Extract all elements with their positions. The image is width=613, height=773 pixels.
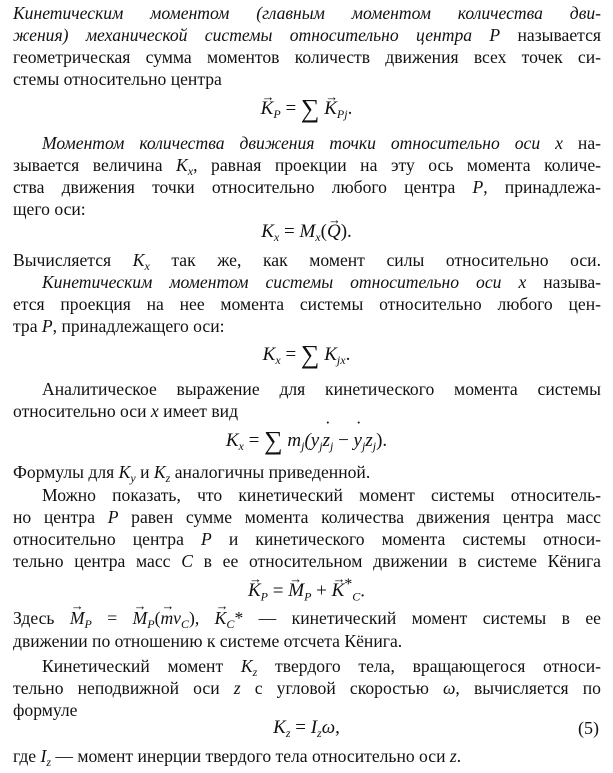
math-symbol: → M	[70, 607, 85, 629]
text-line	[13, 630, 601, 652]
subscript: z	[252, 665, 258, 679]
text-segment: на-	[562, 133, 601, 153]
text-line	[13, 745, 601, 773]
text-line	[42, 132, 601, 154]
text-segment: называ-	[526, 272, 602, 292]
text-segment: так же, как момент силы относительно оси.	[149, 250, 601, 270]
math-symbol: жения) механической системы относительно центра	[13, 25, 490, 45]
text-segment: — момент инерции твердого тела относительно оси	[51, 746, 450, 766]
math-symbol: → M	[133, 607, 148, 629]
math-symbol: x	[518, 272, 527, 292]
text-segment: относительно оси	[13, 401, 151, 421]
text-segment: и	[135, 462, 154, 482]
math-symbol: z	[233, 678, 241, 698]
text-segment: , принадлежа-	[483, 177, 601, 197]
text-segment: Можно показать, что кинетический момент системы относитель-	[42, 485, 601, 505]
equation-kz: $K_z = I_z\omega$,	[273, 717, 340, 740]
text-segment: тельно центра масс	[13, 551, 182, 571]
subscript: C	[180, 617, 189, 631]
text-segment: движении по отношению к системе отсчета Кёнига.	[13, 631, 403, 651]
math-symbol: P	[472, 177, 484, 197]
text-segment: Здесь	[13, 608, 70, 628]
math-symbol: C	[181, 551, 193, 571]
equation-koenig: → $K_P$ = → $M_P$ + → $K^*_C$.	[0, 573, 613, 608]
subscript: x	[187, 164, 194, 178]
math-symbol: K	[176, 155, 188, 175]
text-line	[42, 484, 601, 506]
equation-kp: → $K_P$ = ∑ → $K_{Pj}$.	[0, 97, 613, 126]
text-line	[42, 271, 601, 293]
text-segment: геометрическая сумма моментов количеств движения всех точек си-	[13, 47, 601, 67]
text-segment: с угловой скоростью	[240, 678, 443, 698]
text-segment: аналогичны приведенной.	[170, 462, 371, 482]
text-line	[13, 315, 601, 337]
text-line	[13, 68, 601, 90]
math-symbol: x	[150, 401, 159, 421]
math-symbol: P	[200, 529, 212, 549]
equation-kx-analytic: $K_x$ = ∑ $m_j(y_j˙$ $z_j$ − ˙ $y_jz_j$).	[0, 429, 613, 458]
text-segment: Формулы для	[13, 462, 119, 482]
text-segment: Вычисляется	[13, 250, 133, 270]
text-segment: (	[154, 608, 161, 628]
text-segment: , вычисляется по	[455, 678, 601, 698]
math-symbol: Моментом количества движения точки относительно оси	[42, 133, 556, 153]
subscript: z	[46, 755, 52, 769]
text-line	[13, 198, 601, 220]
text-segment: ),	[188, 608, 215, 628]
text-line	[42, 378, 601, 400]
text-segment: где	[13, 746, 41, 766]
text-segment: Кинетический момент	[42, 656, 241, 676]
text-segment: зывается величина	[13, 155, 177, 175]
text-segment: равен сумме момента количества движения центра масс	[118, 507, 601, 527]
text-line	[13, 46, 601, 68]
math-symbol: K	[240, 656, 253, 676]
math-symbol: I	[40, 746, 47, 766]
math-symbol: P	[107, 507, 119, 527]
subscript: x	[144, 259, 150, 273]
text-segment: в ее относительном движении в системе Кёнига	[192, 551, 601, 571]
subscript: P	[147, 617, 155, 631]
text-segment: стемы относительно центра	[13, 69, 222, 89]
equation-number: (5)	[578, 718, 599, 738]
text-line	[13, 528, 601, 550]
text-segment: и кинетического момента системы относи-	[211, 529, 601, 549]
subscript: z	[165, 471, 171, 485]
math-symbol: → mv	[160, 607, 181, 629]
text-segment: имеет вид	[158, 401, 239, 421]
text-line	[13, 293, 601, 315]
equation-kx-moment: $K_x = M_x(\to Q)$.	[0, 220, 613, 249]
text-segment: * — кинетический момент системы в ее	[234, 608, 601, 628]
text-segment: Аналитическое выражение для кинетического момента системы	[42, 379, 601, 399]
text-segment: но центра	[13, 507, 108, 527]
text-line	[13, 24, 601, 46]
math-symbol: x	[555, 133, 563, 153]
math-symbol: P	[41, 316, 53, 336]
text-segment: , равная проекции на эту ось момента количе-	[193, 155, 602, 175]
subscript: y	[130, 471, 136, 485]
math-symbol: K	[118, 462, 131, 482]
text-segment: ства движения точки относительно любого центра	[13, 177, 473, 197]
math-symbol: P	[489, 25, 501, 45]
text-segment: твердого тела, вращающегося относи-	[257, 656, 602, 676]
math-symbol: Кинетическим моментом (главным моментом количества дви-	[13, 3, 601, 23]
text-segment: тра	[13, 316, 42, 336]
text-line	[13, 400, 601, 422]
text-segment: формуле	[13, 700, 78, 720]
math-symbol: → K	[215, 607, 227, 629]
math-symbol: z	[449, 746, 457, 766]
text-segment: щего оси:	[13, 199, 86, 219]
text-segment: =	[91, 608, 133, 628]
math-symbol: ω	[442, 678, 456, 698]
text-line	[13, 2, 601, 24]
text-segment: .	[456, 746, 462, 766]
text-line	[13, 550, 601, 572]
text-segment: тельно неподвижной оси	[13, 678, 234, 698]
text-segment: относительно центра	[13, 529, 201, 549]
text-line	[13, 677, 601, 699]
text-line	[13, 506, 601, 528]
text-segment: , принадлежащего оси:	[52, 316, 225, 336]
subscript: C	[226, 617, 235, 631]
subscript: P	[84, 617, 92, 631]
math-symbol: Кинетическим моментом системы относительно оси	[42, 272, 519, 292]
text-segment: ется проекция на нее момента системы относительно любого цен-	[13, 294, 601, 314]
math-symbol: K	[153, 462, 166, 482]
text-line	[13, 176, 601, 198]
text-segment: называется	[500, 25, 601, 45]
math-symbol: K	[132, 250, 145, 270]
equation-kx-sum: $K_x$ = ∑ $K_{jx}$.	[262, 340, 351, 369]
